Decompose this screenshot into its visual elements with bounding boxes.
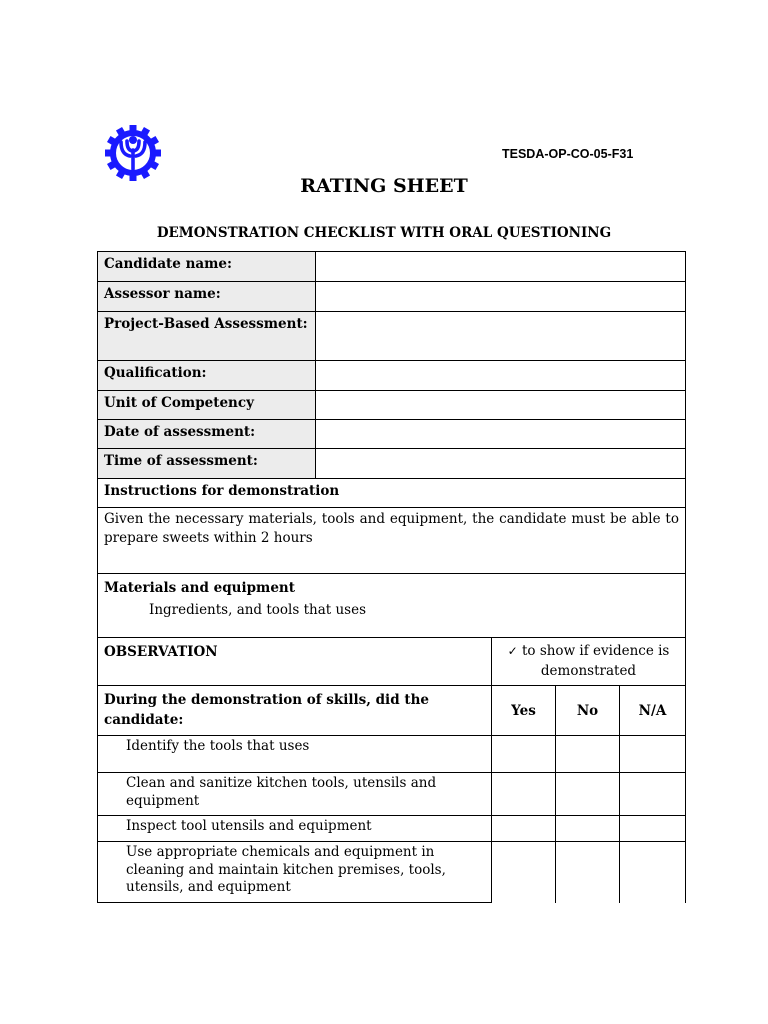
checkbox-na-1[interactable] bbox=[619, 735, 686, 773]
date-of-assessment-field[interactable] bbox=[315, 419, 686, 449]
page-subtitle: DEMONSTRATION CHECKLIST WITH ORAL QUESTIONING bbox=[156, 225, 612, 241]
qualification-field[interactable] bbox=[315, 360, 686, 391]
checkbox-na-4[interactable] bbox=[619, 841, 686, 903]
checkbox-no-4[interactable] bbox=[555, 841, 620, 903]
checkbox-no-2[interactable] bbox=[555, 772, 620, 816]
tick-note-text: to show if evidence is demonstrated bbox=[521, 643, 670, 679]
checklist-item-inspect-tools: Inspect tool utensils and equipment bbox=[97, 815, 492, 842]
page-title: RATING SHEET bbox=[300, 175, 468, 197]
materials-text: Ingredients, and tools that uses bbox=[149, 602, 367, 618]
checkmark-icon: ✓ bbox=[507, 644, 518, 658]
date-of-assessment-label: Date of assessment: bbox=[97, 419, 316, 449]
qualification-label: Qualification: bbox=[97, 360, 316, 391]
time-of-assessment-label: Time of assessment: bbox=[97, 448, 316, 479]
unit-of-competency-field[interactable] bbox=[315, 390, 686, 420]
form-code: TESDA-OP-CO-05-F31 bbox=[502, 147, 634, 161]
column-yes: Yes bbox=[491, 685, 556, 736]
checklist-item-use-chemicals: Use appropriate chemicals and equipment in cleaning and maintain kitchen premises, tools, utensils, and equipment bbox=[97, 841, 492, 903]
checkbox-yes-1[interactable] bbox=[491, 735, 556, 773]
materials-section bbox=[97, 573, 686, 638]
materials-heading: Materials and equipment bbox=[104, 580, 295, 596]
candidate-name-field[interactable] bbox=[315, 251, 686, 282]
observation-question: During the demonstration of skills, did the candidate: bbox=[97, 685, 492, 736]
assessor-name-label: Assessor name: bbox=[97, 281, 316, 312]
candidate-name-label: Candidate name: bbox=[97, 251, 316, 282]
column-no: No bbox=[555, 685, 620, 736]
unit-of-competency-label: Unit of Competency bbox=[97, 390, 316, 420]
project-based-assessment-label: Project-Based Assessment: bbox=[97, 311, 316, 361]
checkbox-yes-2[interactable] bbox=[491, 772, 556, 816]
instructions-heading: Instructions for demonstration bbox=[97, 478, 686, 508]
checklist-item-identify-tools: Identify the tools that uses bbox=[97, 735, 492, 773]
tick-note bbox=[491, 637, 686, 686]
project-based-assessment-field[interactable] bbox=[315, 311, 686, 361]
rating-sheet-table bbox=[97, 251, 686, 903]
assessor-name-field[interactable] bbox=[315, 281, 686, 312]
instructions-text: Given the necessary materials, tools and equipment, the candidate must be able to prepare sweets within 2 hours bbox=[97, 507, 686, 574]
checkbox-yes-3[interactable] bbox=[491, 815, 556, 842]
checkbox-na-3[interactable] bbox=[619, 815, 686, 842]
checkbox-no-3[interactable] bbox=[555, 815, 620, 842]
checkbox-na-2[interactable] bbox=[619, 772, 686, 816]
checklist-item-clean-sanitize: Clean and sanitize kitchen tools, utensils and equipment bbox=[97, 772, 492, 816]
time-of-assessment-field[interactable] bbox=[315, 448, 686, 479]
checkbox-yes-4[interactable] bbox=[491, 841, 556, 903]
observation-heading: OBSERVATION bbox=[97, 637, 492, 686]
checkbox-no-1[interactable] bbox=[555, 735, 620, 773]
column-na: N/A bbox=[619, 685, 686, 736]
